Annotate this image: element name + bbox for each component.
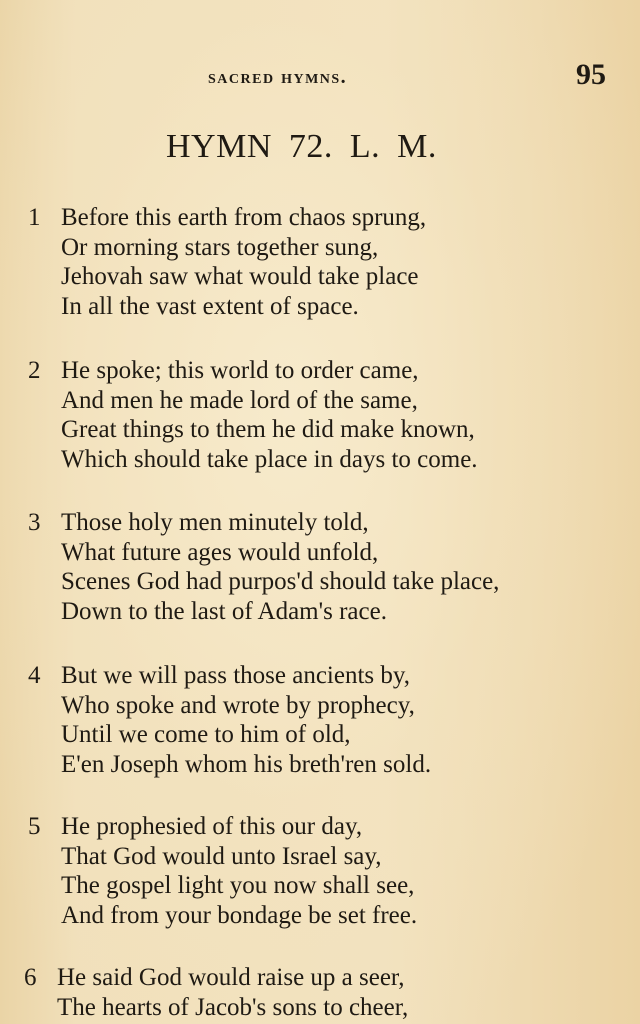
verse-line: Great things to them he did make known, — [61, 416, 475, 443]
verse-line: The gospel light you now shall see, — [61, 872, 415, 899]
verse-line: That God would unto Israel say, — [61, 842, 382, 870]
verse-line: Which should take place in days to come. — [61, 445, 478, 473]
stanza-number: 3 — [28, 509, 41, 536]
hymn-title: HYMN 72. L. M. — [166, 128, 437, 165]
stanza-number: 6 — [24, 964, 37, 991]
page-number: 95 — [576, 58, 606, 91]
verse-line: Before this earth from chaos sprung, — [61, 204, 427, 231]
verse-line: Down to the last of Adam's race. — [61, 597, 387, 625]
stanza-number: 5 — [28, 813, 41, 840]
verse-line: Jehovah saw what would take place — [61, 263, 419, 290]
verse-line: E'en Joseph whom his breth'ren sold. — [61, 750, 432, 778]
stanza-number: 2 — [28, 357, 41, 384]
verse-line: Or morning stars together sung, — [61, 233, 379, 261]
verse-line: But we will pass those ancients by, — [61, 662, 411, 689]
stanza-6 — [24, 963, 624, 1022]
verse-line: He spoke; this world to order came, — [61, 357, 419, 384]
verse-line: He prophesied of this our day, — [61, 813, 363, 840]
verse-line: Those holy men minutely told, — [61, 509, 369, 536]
stanza-2 — [28, 356, 628, 474]
verse-line: Until we come to him of old, — [61, 721, 351, 748]
verse-line: And from your bondage be set free. — [61, 901, 418, 929]
verse-line: Who spoke and wrote by prophecy, — [61, 691, 415, 719]
stanza-3 — [28, 508, 628, 626]
verse-line: What future ages would unfold, — [61, 538, 379, 566]
stanza-number: 1 — [28, 204, 41, 231]
verse-line: In all the vast extent of space. — [61, 292, 359, 320]
verse-line: Scenes God had purpos'd should take place, — [61, 568, 500, 595]
stanza-5 — [28, 812, 628, 930]
verse-line: The hearts of Jacob's sons to cheer, — [57, 993, 409, 1021]
verse-line: He said God would raise up a seer, — [57, 964, 405, 991]
stanza-number: 4 — [28, 662, 41, 689]
running-head: sacred hymns. — [208, 66, 348, 88]
stanza-1 — [28, 203, 628, 321]
verse-line: And men he made lord of the same, — [61, 386, 418, 414]
stanza-4 — [28, 661, 628, 779]
